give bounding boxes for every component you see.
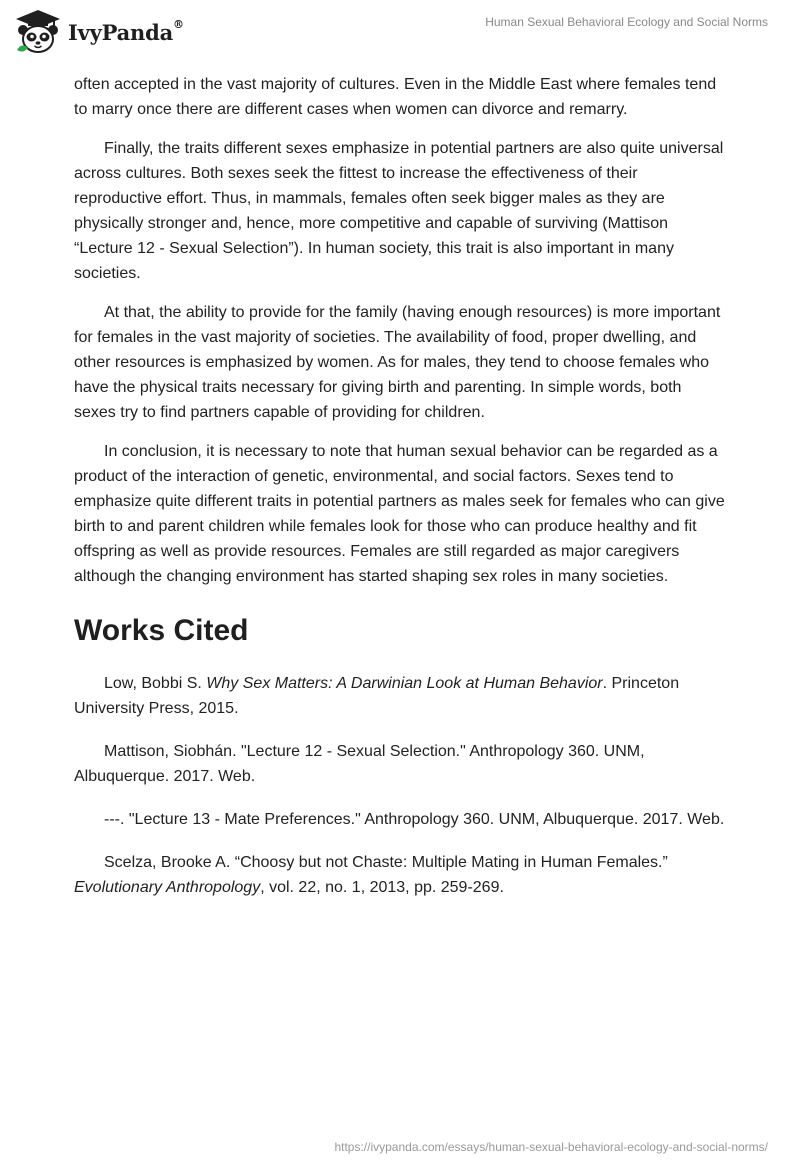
ivypanda-logo[interactable]: [14, 8, 184, 56]
registered-mark: ®: [173, 17, 184, 31]
essay-content: [74, 72, 726, 918]
citation-entry: Scelza, Brooke A. “Choosy but not Chaste: Multiple Mating in Human Females.” Evolutionary Anthropology, vol. 22, no. 1, 2013, pp. 259-269.: [74, 854, 668, 896]
source-url[interactable]: https://ivypanda.com/essays/human-sexual-behavioral-ecology-and-social-norms/: [334, 1140, 768, 1154]
works-cited-heading: Works Cited: [74, 614, 249, 647]
running-title: Human Sexual Behavioral Ecology and Social Norms: [485, 15, 768, 29]
body-paragraph: Finally, the traits different sexes emphasize in potential partners are also quite universal across cultures. Both sexes seek the fittest to increase the effectiveness of their reproductive effort. Thus, in mammals, females often seek bigger males as they are physically stronger and, hence, more competitive and capable of surviving (Mattison “Lecture 12 - Sexual Selection”). In human society, this trait is also important in many societies.: [74, 140, 724, 282]
logo-wordmark: IvyPanda®: [68, 17, 184, 45]
citation-entry: Low, Bobbi S. Why Sex Matters: A Darwinian Look at Human Behavior. Princeton University Press, 2015.: [74, 675, 680, 717]
citation-entry: ---. "Lecture 13 - Mate Preferences." Anthropology 360. UNM, Albuquerque. 2017. Web.: [104, 811, 725, 828]
panda-graduate-icon: [14, 8, 62, 56]
body-paragraph: often accepted in the vast majority of cultures. Even in the Middle East where females tend to marry once there are different cases when women can divorce and remarry.: [74, 76, 717, 118]
page-header: [0, 0, 800, 70]
body-paragraph: In conclusion, it is necessary to note that human sexual behavior can be regarded as a product of the interaction of genetic, environmental, and social factors. Sexes tend to emphasize quite different traits in potential partners as males seek for females who can give birth to and parent children while females look for those who can produce healthy and fit offspring as well as provide resources. Females are still regarded as major caregivers although the changing environment has started shaping sex roles in many societies.: [74, 443, 725, 585]
body-paragraph: At that, the ability to provide for the family (having enough resources) is more important for females in the vast majority of societies. The availability of food, proper dwelling, and other resources is emphasized by women. As for males, they tend to choose females who have the physical traits necessary for giving birth and parenting. In simple words, both sexes try to find partners capable of providing for children.: [74, 304, 721, 421]
citation-entry: Mattison, Siobhán. "Lecture 12 - Sexual Selection." Anthropology 360. UNM, Albuquerque. 2017. Web.: [74, 743, 645, 785]
